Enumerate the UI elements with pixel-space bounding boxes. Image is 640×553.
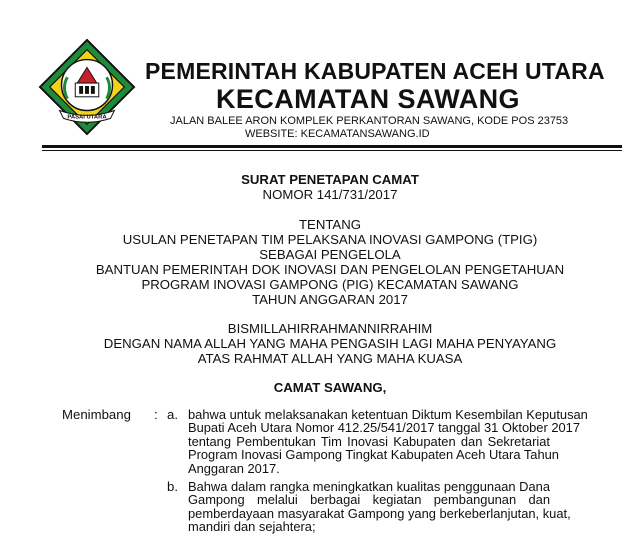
opening-line: BISMILLAHIRRAHMANNIRRAHIM [227, 321, 433, 336]
document-title: SURAT PENETAPAN CAMAT [241, 172, 419, 187]
official-title: CAMAT SAWANG, [273, 380, 387, 395]
item-marker: b. [167, 479, 178, 494]
subject-line: BANTUAN PEMERINTAH DOK INOVASI DAN PENGELOLAN PENGETAHUAN [95, 262, 565, 277]
considering-label: Menimbang [62, 407, 131, 422]
item-marker: a. [167, 407, 178, 422]
subject-line: SEBAGAI PENGELOLA [259, 247, 401, 262]
opening-line: DENGAN NAMA ALLAH YANG MAHA PENGASIH LAGI MAHA PENYAYANG [103, 336, 557, 351]
paragraph-line: Program Inovasi Gampong Tingkat Kabupaten Aceh Utara Tahun [188, 447, 559, 463]
letterhead-divider-thick [42, 145, 622, 148]
document-number: NOMOR 141/731/2017 [262, 187, 398, 202]
paragraph-line: Gampong melalui berbagai kegiatan pembangunan dan [188, 492, 550, 508]
paragraph-line: mandiri dan sejahtera; [188, 519, 316, 535]
logo-ribbon-text: PASAI UTARA [67, 114, 107, 121]
paragraph-line: pemberdayaan masyarakat Gampong yang berkeberlanjutan, kuat, [188, 505, 571, 521]
paragraph-line: Bahwa dalam rangka meningkatkan kualitas penggunaan Dana [188, 479, 550, 494]
subject-line: TAHUN ANGGARAN 2017 [252, 292, 408, 307]
opening-line: ATAS RAHMAT ALLAH YANG MAHA KUASA [197, 351, 463, 366]
office-website: WEBSITE: KECAMATANSAWANG.ID [245, 128, 430, 140]
office-address: JALAN BALEE ARON KOMPLEK PERKANTORAN SAWANG, KODE POS 23753 [170, 115, 569, 127]
consideration-item-a [188, 407, 588, 476]
considering-colon: : [154, 407, 158, 422]
about-label: TENTANG [298, 217, 362, 232]
org-name-subdistrict: KECAMATAN SAWANG [216, 84, 520, 114]
paragraph-line: Anggaran 2017. [188, 460, 280, 476]
paragraph-line: Bupati Aceh Utara Nomor 412.25/541/2017 tanggal 31 Oktober 2017 [188, 420, 581, 436]
letterhead-divider-thin [42, 150, 622, 151]
subject-line: PROGRAM INOVASI GAMPONG (PIG) KECAMATAN SAWANG [141, 277, 519, 292]
subject-line: USULAN PENETAPAN TIM PELAKSANA INOVASI GAMPONG (TPIG) [122, 232, 538, 247]
aceh-utara-emblem-logo [38, 38, 136, 136]
consideration-item-b [188, 479, 571, 535]
org-name-regency: PEMERINTAH KABUPATEN ACEH UTARA [145, 58, 605, 84]
paragraph-line: bahwa untuk melaksanakan ketentuan Diktum Kesembilan Keputusan [188, 407, 588, 422]
paragraph-line: tentang Pembentukan Tim Inovasi Kabupaten dan Sekretariat [188, 433, 550, 449]
